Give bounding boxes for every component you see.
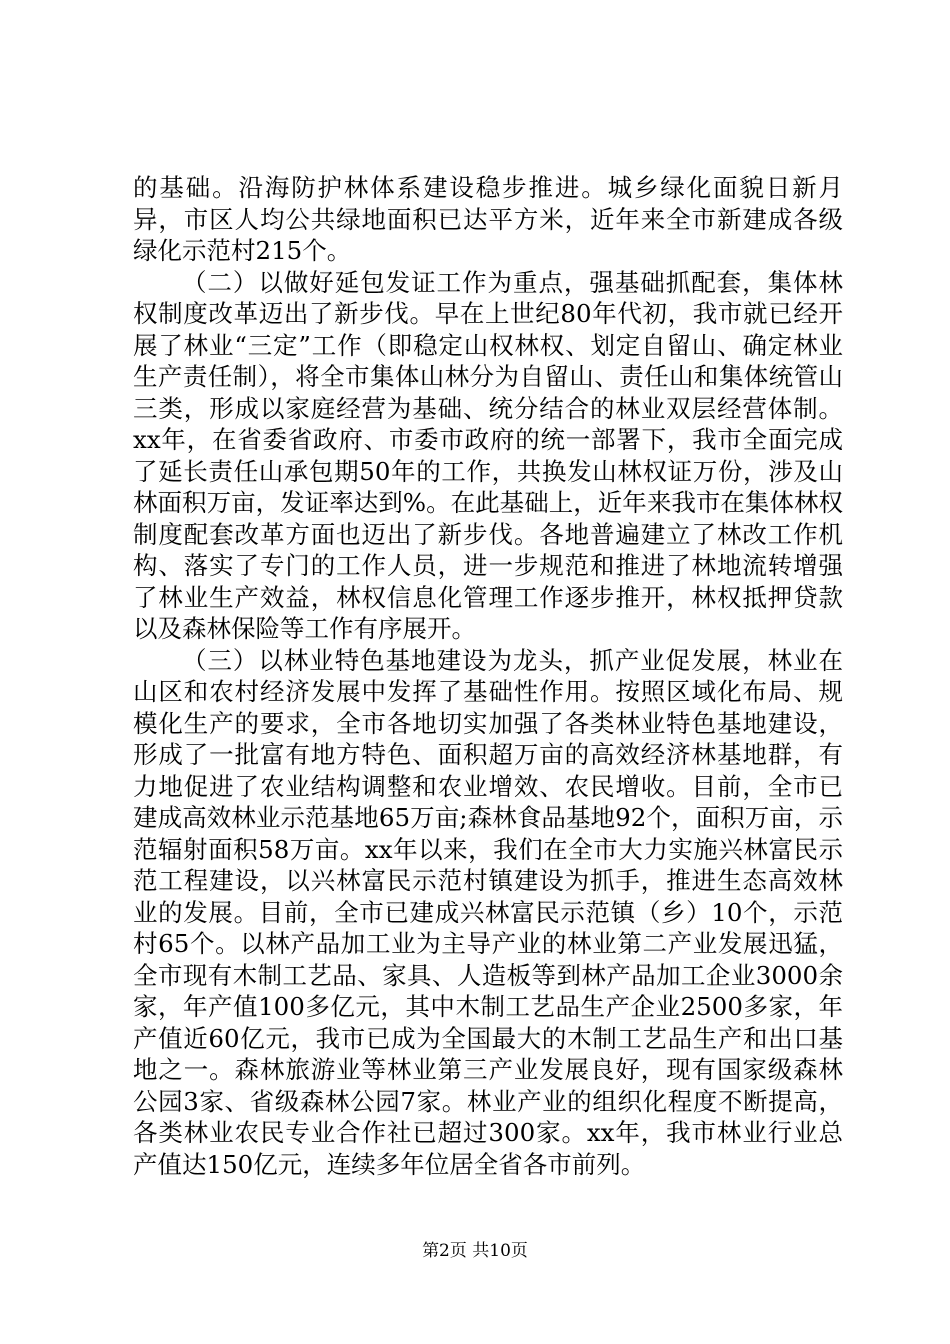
paragraph-continuation: 的基础。沿海防护林体系建设稳步推进。城乡绿化面貌日新月异，市区人均公共绿地面积已达平方米，近年来全市新建成各级绿化示范村215个。 [133, 173, 843, 265]
paragraph-section-three: （三）以林业特色基地建设为龙头，抓产业促发展，林业在山区和农村经济发展中发挥了基础性作用。按照区域化布局、规模化生产的要求，全市各地切实加强了各类林业特色基地建设，形成了一批富有地方特色、面积超万亩的高效经济林基地群，有力地促进了农业结构调整和农业增效、农民增收。目前，全市已建成高效林业示范基地65万亩;森林食品基地92个，面积万亩，示范辐射面积58万亩。xx年以来，我们在全市大力实施兴林富民示范工程建设，以兴林富民示范村镇建设为抓手，推进生态高效林业的发展。目前，全市已建成兴林富民示范镇（乡）10个，示范村65个。以林产品加工业为主导产业的林业第二产业发展迅猛，全市现有木制工艺品、家具、人造板等到林产品加工企业3000余家，年产值100多亿元，其中木制工艺品生产企业2500多家，年产值近60亿元，我市已成为全国最大的木制工艺品生产和出口基地之一。森林旅游业等林业第三产业发展良好，现有国家级森林公园3家、省级森林公园7家。林业产业的组织化程度不断提高，各类林业农民专业合作社已超过300家。xx年，我市林业行业总产值达150亿元，连续多年位居全省各市前列。 [133, 645, 843, 1179]
document-body [133, 172, 843, 1180]
paragraph-section-two: （二）以做好延包发证工作为重点，强基础抓配套，集体林权制度改革迈出了新步伐。早在上世纪80年代初，我市就已经开展了林业“三定”工作（即稳定山权林权、划定自留山、确定林业生产责任制），将全市集体山林分为自留山、责任山和集体统管山三类，形成以家庭经营为基础、统分结合的林业双层经营体制。xx年，在省委省政府、市委市政府的统一部署下，我市全面完成了延长责任山承包期50年的工作，共换发山林权证万份，涉及山林面积万亩，发证率达到%。在此基础上，近年来我市在集体林权制度配套改革方面也迈出了新步伐。各地普遍建立了林改工作机构、落实了专门的工作人员，进一步规范和推进了林地流转增强了林业生产效益，林权信息化管理工作逐步推开，林权抵押贷款以及森林保险等工作有序展开。 [133, 267, 843, 643]
page-number-footer: 第2页 共10页 [422, 1241, 528, 1261]
